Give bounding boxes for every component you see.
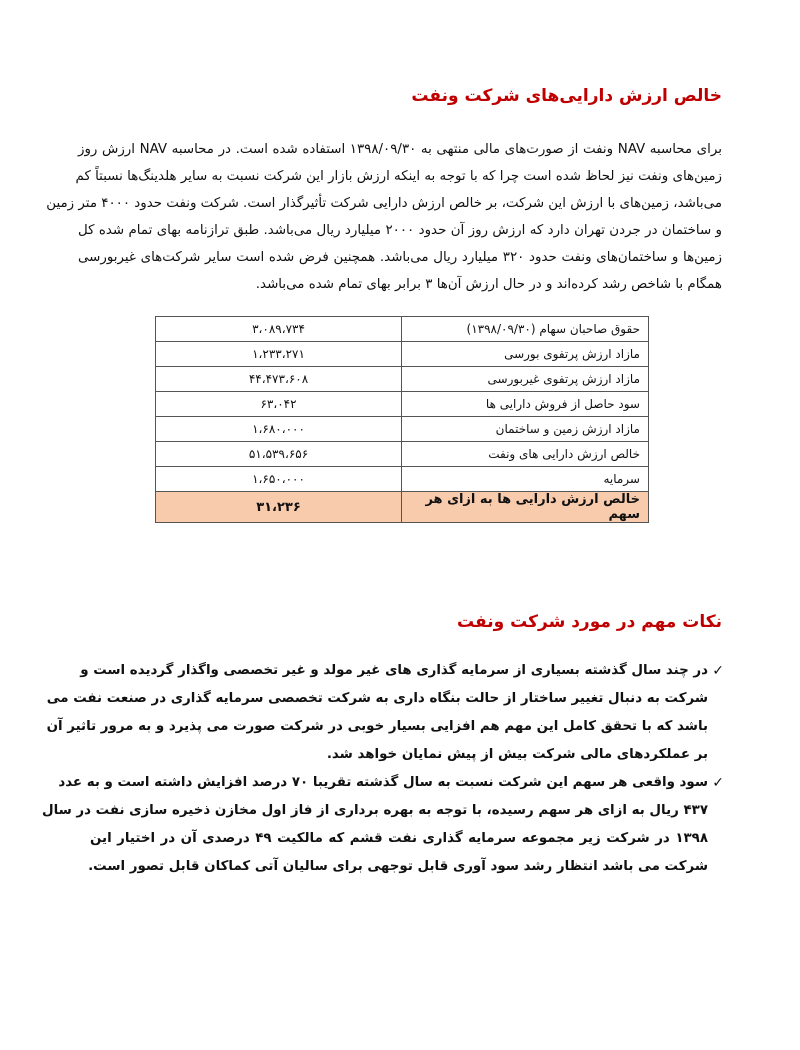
section-title-nav: خالص ارزش دارایی‌های شرکت ونفت	[411, 86, 722, 106]
table-total-row	[156, 492, 649, 523]
table-cell-label: حقوق صاحبان سهام (۱۳۹۸/۰۹/۳۰)	[402, 317, 649, 342]
list-item	[46, 657, 724, 769]
paragraph-line: زمین‌های ونفت نیز لحاظ شده است چرا که با توجه به اینکه ارزش بازار این شرکت نسبت به سایر هلدینگ‌ها نسبتاً کم	[75, 169, 722, 184]
table-row	[156, 417, 649, 442]
table-cell-value: ۵۱،۵۳۹،۶۵۶	[156, 442, 402, 467]
table-row	[156, 467, 649, 492]
table-cell-value: ۱،۶۸۰،۰۰۰	[156, 417, 402, 442]
paragraph-line: زمین‌ها و ساختمان‌های ونفت حدود ۳۲۰ میلیارد ریال می‌باشد. همچنین فرض شده است سایر شرکت‌های غیربورسی	[78, 250, 723, 265]
table-cell-value: ۴۴،۴۷۳،۶۰۸	[156, 367, 402, 392]
section-title-key-points: نکات مهم در مورد شرکت ونفت	[457, 612, 722, 632]
paragraph-line: برای محاسبه NAV ونفت از صورت‌های مالی منتهی به ۱۳۹۸/۰۹/۳۰ استفاده شده است. در محاسبه NAV ارزش روز	[78, 142, 722, 157]
table-row	[156, 342, 649, 367]
table-total-label: خالص ارزش دارایی ها به ازای هر سهم	[402, 492, 649, 523]
table-row	[156, 317, 649, 342]
bullet-line: سود واقعی هر سهم این شرکت نسبت به سال گذشته تقریبا ۷۰ درصد افزایش داشته است و به عدد	[58, 775, 708, 790]
table-row	[156, 367, 649, 392]
table-cell-label: مازاد ارزش پرتفوی بورسی	[402, 342, 649, 367]
bullet-line: شرکت می باشد انتظار رشد سود آوری قابل توجهی برای سالیان آتی کماکان قابل تصور است.	[88, 859, 708, 874]
table-cell-label: سود حاصل از فروش دارایی ها	[402, 392, 649, 417]
paragraph-line: همگام با شاخص رشد کرده‌اند و در حال ارزش آن‌ها ۳ برابر بهای تمام شده می‌باشد.	[255, 277, 722, 292]
checkmark-icon: ✓	[712, 663, 724, 679]
list-item	[41, 769, 724, 881]
bullet-line: ۴۳۷ ریال به ازای هر سهم رسیده، با توجه به بهره برداری از فاز اول مخازن ذخیره سازی نفت در سال	[41, 803, 708, 818]
bullet-line: شرکت به دنبال تغییر ساختار از حالت بنگاه داری به شرکت تخصصی سرمایه گذاری در صنعت نفت می	[46, 691, 708, 706]
table-cell-label: سرمایه	[402, 467, 649, 492]
nav-table	[155, 316, 649, 523]
paragraph-line: می‌باشد، زمین‌های با ارزش این شرکت، بر خالص ارزش دارایی شرکت تأثیرگذار است. شرکت ونفت حدود ۴۰۰۰ متر زمین	[46, 196, 722, 211]
bullet-line: ۱۳۹۸ در شرکت زیر مجموعه سرمایه گذاری نفت قشم که مالکیت ۴۹ درصدی آن در اختیار این	[90, 831, 709, 846]
paragraph-line: و ساختمان در جردن تهران دارد که ارزش روز آن حدود ۲۰۰۰ میلیارد ریال می‌باشد. طبق ترازنامه بهای تمام شده کل	[78, 223, 723, 238]
table-row	[156, 442, 649, 467]
bullet-line: باشد که با تحقق کامل این مهم هم افزایی بسیار خوبی در شرکت صورت می پذیرد و به مرور تاثیر آن	[46, 719, 708, 734]
bullet-line: بر عملکردهای مالی شرکت بیش از پیش نمایان خواهد شد.	[326, 747, 708, 762]
key-points-list	[41, 657, 724, 881]
nav-description-paragraph	[46, 136, 723, 298]
checkmark-icon: ✓	[712, 775, 724, 791]
table-cell-value: ۳،۰۸۹،۷۳۴	[156, 317, 402, 342]
table-cell-value: ۱،۶۵۰،۰۰۰	[156, 467, 402, 492]
bullet-line: در چند سال گذشته بسیاری از سرمایه گذاری های غیر مولد و غیر تخصصی واگذار گردیده است و	[80, 663, 708, 678]
table-total-value: ۳۱،۲۳۶	[156, 492, 402, 523]
table-cell-value: ۶۳،۰۴۲	[156, 392, 402, 417]
table-cell-label: خالص ارزش دارایی های ونفت	[402, 442, 649, 467]
table-cell-value: ۱،۲۳۳،۲۷۱	[156, 342, 402, 367]
table-cell-label: مازاد ارزش زمین و ساختمان	[402, 417, 649, 442]
table-row	[156, 392, 649, 417]
table-cell-label: مازاد ارزش پرتفوی غیربورسی	[402, 367, 649, 392]
